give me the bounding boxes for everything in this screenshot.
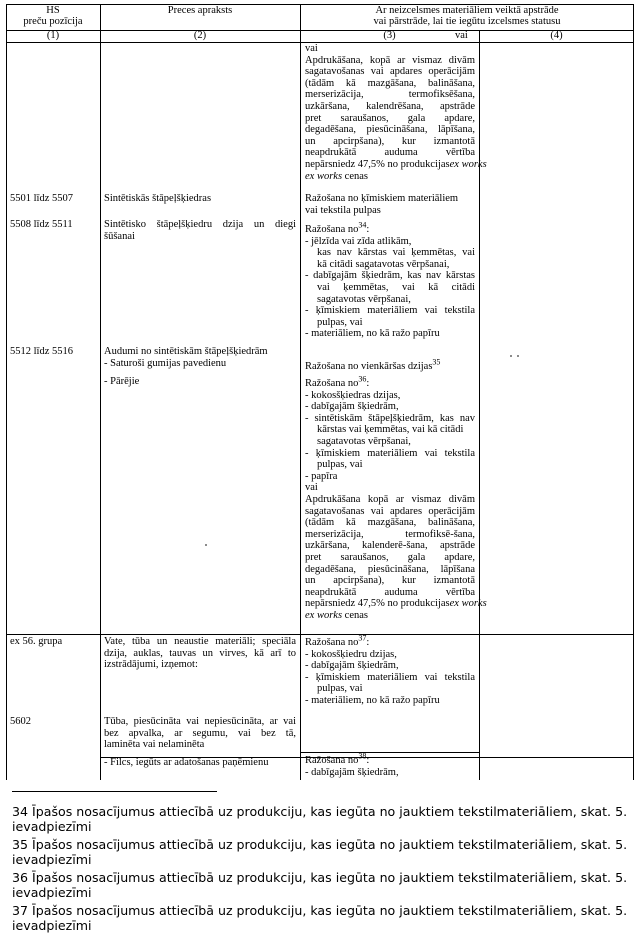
rule-line: - kokosšķiedru dzijas, [305,648,397,660]
hs-code-ex56: ex 56. grupa [10,636,63,647]
rule-5512-rubber: Ražošana no vienkāršas dzijas$^{35}$ [305,357,441,372]
description-5512-sub1: - Saturoši gumijas pavedienu [104,358,227,369]
column-divider-1 [100,4,101,780]
rule-line: sagatavošanas vai apdares operācijām [305,505,475,517]
rule-line: nepārsniedz 47,5% no produkcijas ex works [305,598,487,610]
description-line: šūšanai [104,230,135,242]
hs-code-5501: 5501 līdz 5507 [10,193,73,204]
rule-line: - dabīgajām šķiedrām, kas nav kārstas [305,270,475,282]
rule-line: sagatavotas vērpšanai, [317,293,411,305]
description-line: dzija, auklas, tauvas un virves, kā arī to [104,647,296,659]
rule-line: - kokosšķiedras dzijas, [305,389,401,401]
rule-line: pulpas, vai [317,683,363,695]
hs-code-5602: 5602 [10,716,31,727]
row-divider-ex56 [6,634,634,635]
header-hs-line1: HS [46,5,60,16]
rule-line: Ražošana no ķīmiskiem materiāliem [305,193,459,204]
rule-line: - papīra [305,470,338,482]
rule-line: vai [305,43,318,54]
table-border-right [633,4,634,780]
column-number-3-vai: vai [455,30,468,41]
rule-line: pulpas, vai [317,316,363,328]
rule-5602 [305,751,475,778]
rule-line: pret saraušanos, gala apdare, [305,551,475,563]
rule-5512-other: Ražošana $no^{36}$: - kokosšķiedras dzijas, - dabīgajām šķiedrām, - sintētiskām štāpeļšķiedrām, kas nav kārstas vai ķemmētas, vai kā citādi sagatavotas vērpšanai, - ķīmiskiem materiāliem vai tekstila pulpas, vai - papīra vai Apdrukāšana kopā ar vismaz divām sagatavošanas vai apdares operācijām (tādām kā mazgāšana, balināšana, merserizācija, termofiksē-šana, uzkāršana, kalenderē-šana, apstrāde pret saraušanos, gala apdare, degadēšana, piesūcināšana, lāpīšana un apcirpšana), kur izmantotā neapdrukātā auduma vērtība nepārsniedz 47,5% no produkcijas ex works ex works cenas [305,374,487,621]
rule-line: - dabīgajām šķiedrām, [305,766,399,778]
scan-speck [517,355,519,357]
rule-line: uzkāršana, kalendrēšana, apstrāde [305,100,475,112]
footnote-34: 34 Īpašos nosacījumus attiecībā uz produkciju, kas iegūta no jauktiem tekstilmateriāliem, skat. 5. ievadpiezīmi [12,804,630,834]
rule-line: - dabīgajām šķiedrām, [305,401,399,413]
column-number-2: (2) [193,30,207,41]
column-divider-2 [300,4,301,780]
description-5508 [104,219,296,242]
scan-speck [205,544,207,546]
rule-line: (tādām kā mazgāšana, balināšana, [305,517,475,529]
rule-line: - materiāliem, no kā ražo papīru [305,694,440,706]
rule-line: Apdrukāšana kopā ar vismaz divām [305,493,475,505]
description-5501: Sintētiskās štāpeļšķiedras [104,193,212,204]
header-processing-line2: vai pārstrāde, lai tie iegūtu izcelsmes statusu [373,16,561,27]
column-number-4: (4) [550,30,563,41]
column-number-3: (3) [383,30,396,41]
ex-works-label: ex works [305,170,343,182]
description-5512-sub2: - Pārējie [104,376,140,387]
description-line: Tūba, piesūcināta vai nepiesūcināta, ar vai [104,716,296,727]
description-5602-sub: - Filcs, iegūts ar adatošanas paņēmienu [104,757,269,768]
ex-works-label: ex works [305,609,343,621]
rule-head: Ražošana $no^{34}$: [305,220,370,235]
footnote-number: 34 [12,804,29,819]
rule-line: degadēšana, piesūcināšana, lāpīšana, [305,124,475,136]
rule-line: - dabīgajām šķiedrām, [305,660,399,672]
footnote-37: 37 Īpašos nosacījumus attiecībā uz produkciju, kas iegūta no jauktiem tekstilmateriāliem, skat. 5. ievadpiezīmi [12,903,630,933]
description-5512: Audumi no sintētiskām štāpeļšķiedrām [104,346,268,357]
rule-line: - materiāliem, no kā ražo papīru [305,328,440,340]
hs-code-5512: 5512 līdz 5516 [10,346,73,357]
rule-line: - ķīmiskiem materiāliem vai tekstila [305,671,475,683]
rule-ex56 [305,633,475,707]
rule-line: un apcirpšana), kur izmantotā [305,135,475,147]
footnote-separator [12,791,217,792]
rule-line: sagatavotas vērpšanai, [317,435,411,447]
header-processing-line1: Ar neizcelsmes materiāliem veiktā apstrāde [375,5,559,16]
rule-line: - sintētiskām štāpeļšķiedrām, kas nav [305,412,475,424]
description-ex56 [104,636,296,671]
rule-line: kā citādi sagatavotas vērpšanai, [317,258,450,270]
scan-speck [510,355,512,357]
continuation-rule: vai Apdrukāšana, kopā ar vismaz divām sagatavošanas vai apdares operācijām (tādām kā mazgāšana, balināšana, merserizācija, termofiksēšana, uzkāršana, kalendrēšana, apstrāde pret saraušanos, gala apdare, degadēšana, piesūcināšana, lāpīšana, un apcirpšana), kur izmantotā neapdrukātā auduma vērtība nepārsniedz 47,5% no produkcijas ex works ex works cenas [305,43,487,182]
rule-line: uzkāršana, kalenderē-šana, apstrāde [305,540,475,552]
footnote-35: 35 Īpašos nosacījumus attiecībā uz produkciju, kas iegūta no jauktiem tekstilmateriāliem, skat. 5. ievadpiezīmi [12,837,630,867]
footnote-number: 37 [12,903,29,918]
footnote-line: ievadpiezīmi [12,819,92,834]
rule-line: neapdrukātā auduma vērtība [305,147,475,159]
description-line: izstrādājumi, izņemot: [104,659,198,671]
row-divider-5602-rule [300,752,480,753]
rule-line: pret saraušanos, gala apdare, [305,112,475,124]
rule-line: neapdrukātā auduma vērtība [305,586,475,598]
rule-line: vai [305,482,318,494]
rule-line: vai tekstila pulpas [305,204,381,216]
rule-head: Ražošana $no^{37}$: [305,633,370,648]
footnote-number: 35 [12,837,29,852]
rule-line: sagatavošanas vai apdares operācijām [305,66,475,78]
header-description: Preces apraksts [167,5,233,16]
rule-line: nepārsniedz 47,5% no produkcijas ex works [305,158,487,170]
rule-head: Ražošana $no^{38}$: [305,751,370,766]
rule-line: degadēšana, piesūcināšana, lāpīšana [305,563,475,575]
rule-line: (tādām kā mazgāšana, balināšana, [305,77,475,89]
rule-line: un apcirpšana), kur izmantotā [305,575,475,587]
rule-line: Apdrukāšana, kopā ar vismaz divām [305,54,475,66]
description-5602 [104,716,296,751]
rule-line: - jēlzīda vai zīda atlikām, [305,235,412,247]
rule-line: kas nav kārstas vai ķemmētas, vai [317,247,475,259]
description-line: laminēta vai nelaminēta [104,739,205,751]
table-border-left [6,4,7,780]
description-line: Sintētisko štāpeļšķiedru dzija un diegi [104,219,296,230]
hs-code-5508: 5508 līdz 5511 [10,219,73,230]
rule-line: pulpas, vai [317,459,363,471]
header-hs-line2: preču pozīcija [23,16,83,27]
rule-line: - ķīmiskiem materiāliem vai tekstila [305,447,475,459]
rule-line: vai ķemmētas, vai kā citādi [317,281,475,293]
footnote-line: ievadpiezīmi [12,885,92,900]
footnote-line: ievadpiezīmi [12,852,92,867]
description-line: Vate, tūba un neaustie materiāli; speciāla [104,636,296,647]
rule-5501 [305,193,475,216]
rule-head: Ražošana $no^{36}$: [305,374,370,389]
footnote-line: ievadpiezīmi [12,918,92,933]
rule-5508 [305,220,475,340]
footnote-number: 36 [12,870,29,885]
rule-line: - ķīmiskiem materiāliem vai tekstila [305,305,475,317]
footnote-36: 36 Īpašos nosacījumus attiecībā uz produkciju, kas iegūta no jauktiem tekstilmateriāliem, skat. 5. ievadpiezīmi [12,870,630,900]
column-number-1: (1) [46,30,60,41]
rule-line: kārstas vai ķemmētas, vai kā citādi [317,424,464,436]
description-line: bez apvalka, ar segumu, vai bez tā, [104,727,296,739]
rule-line: merserizācija, termofiksēšana, [305,89,475,101]
rule-line: merserizācija, termofiksē-šana, [305,528,475,540]
column-divider-3 [479,30,480,780]
